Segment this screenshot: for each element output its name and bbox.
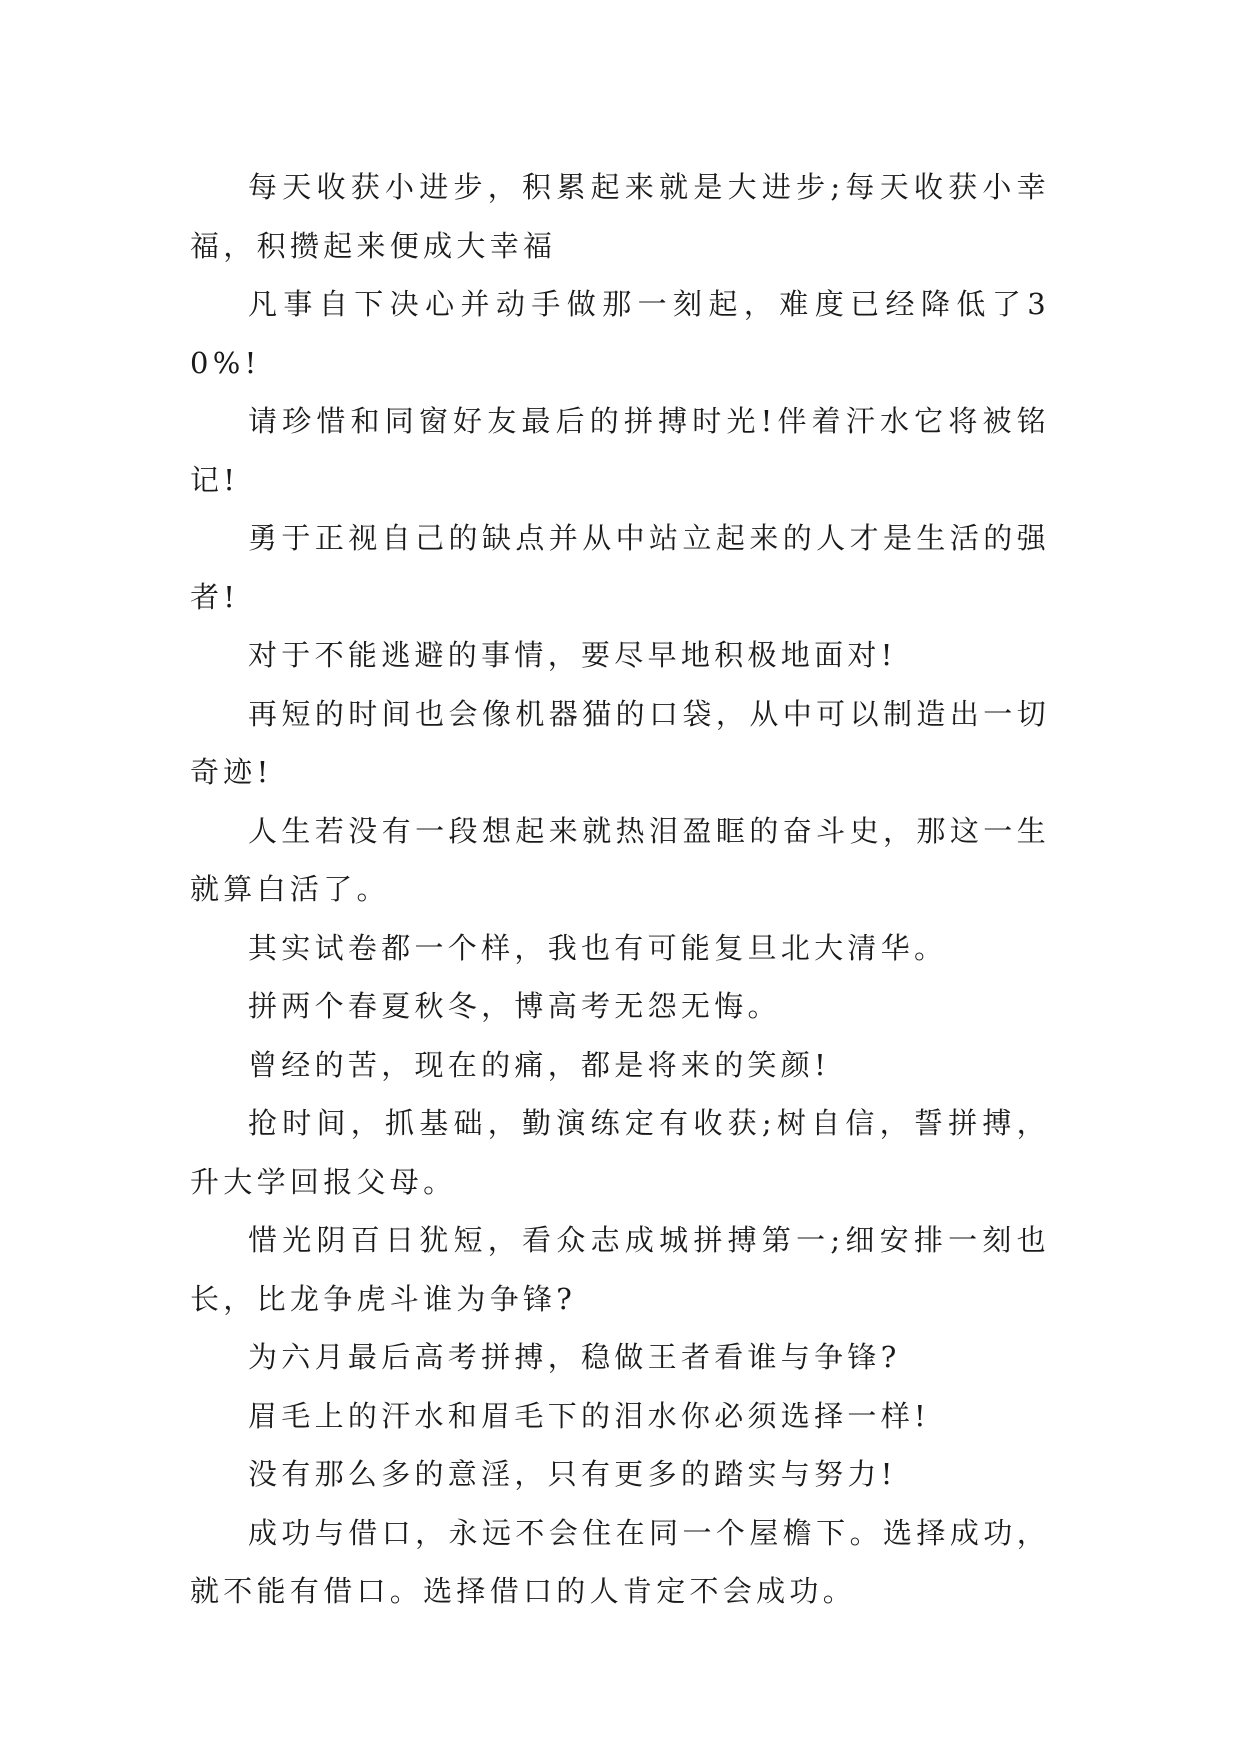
paragraph: 为六月最后高考拼搏，稳做王者看谁与争锋? xyxy=(248,1340,901,1374)
paragraph: 每天收获小进步，积累起来就是大进步;每天收获小幸福，积攒起来便成大幸福 xyxy=(190,170,1050,263)
paragraph: 没有那么多的意淫，只有更多的踏实与努力! xyxy=(248,1457,897,1491)
paragraph: 抢时间，抓基础，勤演练定有收获;树自信，誓拼搏，升大学回报父母。 xyxy=(190,1106,1050,1199)
paragraph: 对于不能逃避的事情，要尽早地积极地面对! xyxy=(248,638,897,672)
paragraph: 拼两个春夏秋冬，博高考无怨无悔。 xyxy=(248,989,781,1023)
paragraph: 惜光阴百日犹短，看众志成城拼搏第一;细安排一刻也长，比龙争虎斗谁为争锋? xyxy=(190,1223,1050,1316)
paragraph: 曾经的苦，现在的痛，都是将来的笑颜! xyxy=(248,1047,831,1082)
paragraph: 勇于正视自己的缺点并从中站立起来的人才是生活的强者! xyxy=(190,521,1050,614)
document-body xyxy=(190,158,1050,1621)
paragraph: 眉毛上的汗水和眉毛下的泪水你必须选择一样! xyxy=(248,1398,930,1433)
paragraph: 其实试卷都一个样，我也有可能复旦北大清华。 xyxy=(248,930,948,965)
paragraph: 凡事自下决心并动手做那一刻起，难度已经降低了30%! xyxy=(190,287,1050,380)
paragraph: 再短的时间也会像机器猫的口袋，从中可以制造出一切奇迹! xyxy=(190,696,1050,789)
paragraph: 请珍惜和同窗好友最后的拼搏时光!伴着汗水它将被铭记! xyxy=(190,404,1050,497)
paragraph: 人生若没有一段想起来就热泪盈眶的奋斗史，那这一生就算白活了。 xyxy=(190,813,1050,906)
paragraph: 成功与借口，永远不会住在同一个屋檐下。选择成功，就不能有借口。选择借口的人肯定不会成功。 xyxy=(190,1515,1050,1608)
